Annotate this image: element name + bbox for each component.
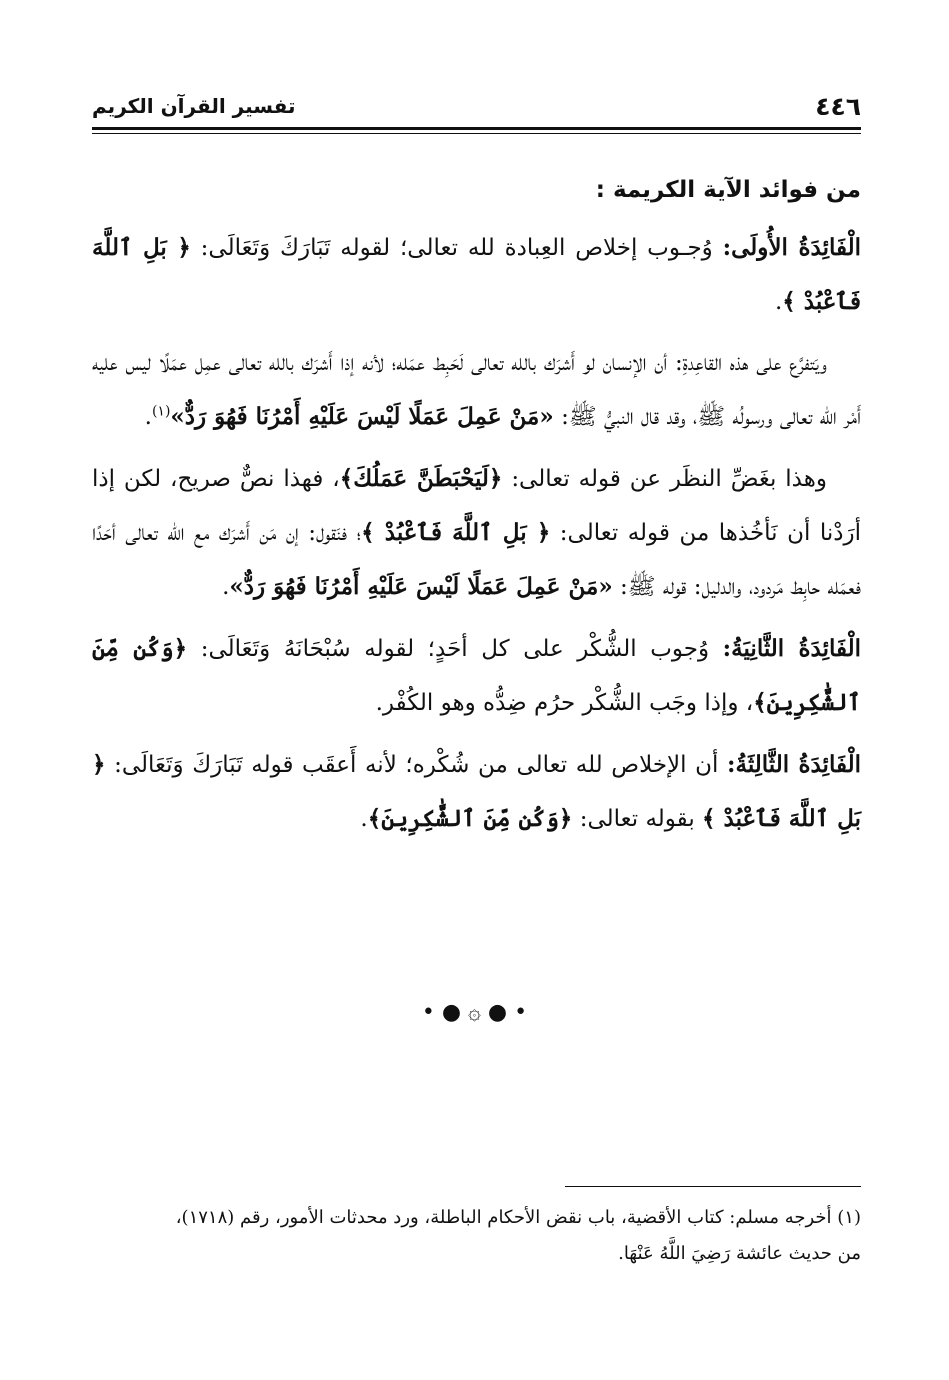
hadith-quote: «مَنْ عَمِلَ عَمَلًا لَيْسَ عَلَيْهِ أَمْرُنَا فَهُوَ رَدٌّ» bbox=[170, 403, 554, 430]
page-header bbox=[92, 92, 861, 128]
quran-verse: ﴿وَكُن مِّنَ ٱلشَّٰكِرِينَ﴾ bbox=[367, 805, 573, 832]
section-divider-ornament: • ● ۞ ● • bbox=[421, 1000, 528, 1025]
paragraph-text: بقوله تعالى: bbox=[579, 806, 695, 832]
quran-verse: ﴿وَكُن مِّنَ ٱلشَّٰكِرِينَ﴾ bbox=[92, 635, 861, 716]
paragraph-text: ، فهذا نصٌّ صريح، لكن إذا أرَدْنا أن نَأخُذها من قوله تعالى: bbox=[92, 466, 862, 546]
quran-verse: ﴿ بَلِ ٱللَّهَ فَٱعْبُدْ ﴾ bbox=[92, 234, 861, 315]
hadith-quote: «مَنْ عَمِلَ عَمَلًا لَيْسَ عَلَيْهِ أَمْرُنَا فَهُوَ رَدٌّ» bbox=[229, 573, 613, 600]
paragraph-shirk bbox=[92, 337, 861, 444]
footnote-line: (١) أخرجه مسلم: كتاب الأقضية، باب نقض الأحكام الباطلة، ورد محدثات الأمور، رقم (١٧١٨)، bbox=[175, 1207, 861, 1228]
section-heading: من فوائد الآية الكريمة : bbox=[595, 177, 861, 203]
footnote-separator bbox=[565, 1186, 861, 1187]
paragraph-tail: . bbox=[360, 806, 368, 832]
quran-verse: ﴿لَيَحْبَطَنَّ عَمَلُكَ﴾ bbox=[339, 465, 503, 492]
paragraph-first-benefit bbox=[92, 221, 861, 329]
paragraph-text: وُجـوب إخلاص العِبادة لله تعالى؛ لقوله تَبَارَكَ وَتَعَالَى: bbox=[200, 235, 713, 261]
footnotes bbox=[92, 1200, 861, 1272]
main-text bbox=[92, 165, 861, 854]
benefit-label: الْفَائِدَةُ الثَّانِيَةُ: bbox=[722, 635, 862, 662]
header-rule-thin bbox=[92, 133, 861, 134]
paragraph-text: أن الإخلاص لله تعالى من شُكْره؛ لأنه أَعقَب قوله تَبَارَكَ وَتَعَالَى: bbox=[114, 752, 719, 778]
paragraph-tail: ، وإذا وجَب الشُّكْر حرُم ضِدُّه وهو الكُفْر. bbox=[375, 690, 754, 716]
paragraph-explicit-text bbox=[92, 452, 861, 614]
paragraph-tail: . bbox=[222, 574, 230, 600]
paragraph-third-benefit bbox=[92, 738, 861, 846]
paragraph-text: ؛ فنَقول: إن مَن أَشرَك مع الله تعالى أحَدًا فعمَله حابِط مَردود، والدليل: قوله ﷺ: bbox=[92, 520, 861, 600]
paragraph-tail: . bbox=[144, 404, 152, 430]
paragraph-text: وُجوب الشُّكْر على كل أحَدٍ؛ لقوله سُبْحَانَهُ وَتَعَالَى: bbox=[200, 636, 710, 662]
paragraph-text: ويَتفرَّع على هذه القاعِدةِ: أن الإنسان لو أَشرَك بالله تعالى لَحَبِط عمَله؛ لأنه إذا أَشرَك بالله تعالى عمِل عمَلًا ليس عليه أَمْر الله تعالى ورسولُه ﷺ، وقد قال النبيُّ ﷺ: bbox=[92, 350, 861, 430]
footnote-reference[interactable]: (١) bbox=[151, 403, 171, 420]
quran-verse: ﴿ بَلِ ٱللَّهَ فَٱعْبُدْ ﴾ bbox=[361, 519, 551, 546]
quran-verse: ﴿ بَلِ ٱللَّهَ فَٱعْبُدْ ﴾ bbox=[92, 751, 861, 832]
header-rule bbox=[92, 127, 861, 130]
benefit-label: الْفَائِدَةُ الثَّالِثَةُ: bbox=[727, 751, 862, 778]
paragraph-second-benefit bbox=[92, 622, 861, 730]
paragraph-text: وهذا بغَضِّ النظَر عن قوله تعالى: bbox=[511, 466, 827, 492]
running-title: تفسير القرآن الكريم bbox=[92, 94, 296, 118]
paragraph-tail: . bbox=[774, 289, 783, 315]
page-number: ٤٤٦ bbox=[815, 92, 861, 121]
footnote-line: من حديث عائشة رَضِيَ اللَّهُ عَنْهَا. bbox=[618, 1243, 861, 1264]
benefit-label: الْفَائِدَةُ الأُولَى: bbox=[722, 234, 862, 261]
